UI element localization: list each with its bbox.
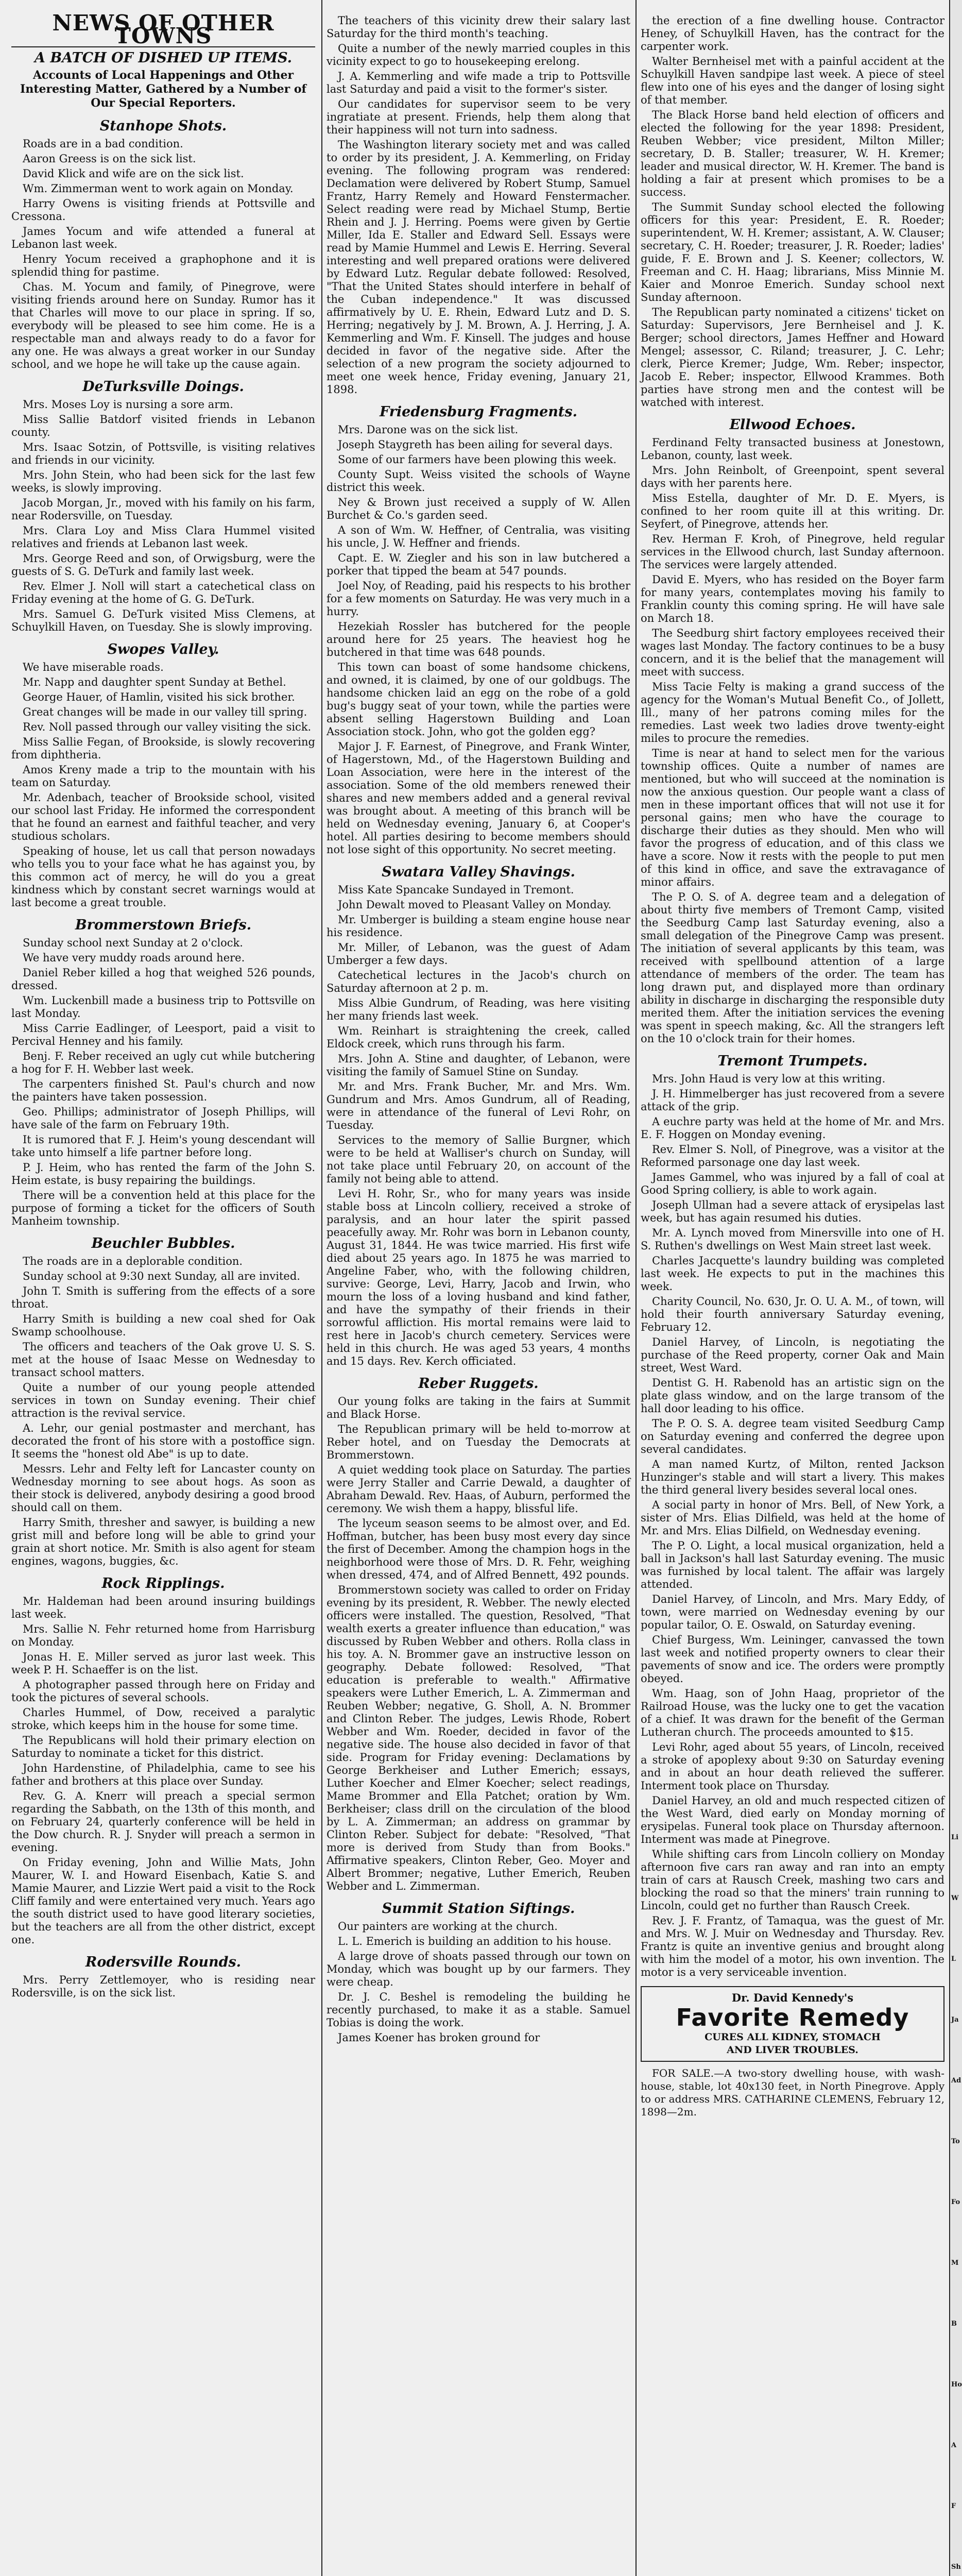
news-item: David Klick and wife are on the sick list. bbox=[23, 167, 244, 180]
news-item: Time is near at hand to select men for the various township offices. Quite a number of names are mentioned, but who will succeed at the nomination is now the anxious question. Our people want a class of men in these important offices that will not use it for personal gains; men who have the courage to discharge their duties as they should. Men who will favor the progress of education, and of this class we have a score. Now it rests with the people to put men of this kind in office, and save the extravagance of minor affairs. bbox=[641, 747, 944, 888]
ad-line: Dr. David Kennedy's bbox=[731, 1991, 854, 2004]
news-item: The Summit Sunday school elected the following officers for this year: President, E. R. Roeder; superintendent, W. H. Kremer; assistant, A. W. Clauser; secretary, C. H. Roeder; treasurer, J. R. Roeder; ladies' guide, F. E. Brown and J. S. Keener; collectors, W. Freeman and C. H. Haag; librarians, Miss Minnie M. Kaier and Monroe Emerich. Sunday school next Sunday afternoon. bbox=[641, 201, 945, 303]
news-item: Rev. Noll passed through our valley visiting the sick. bbox=[23, 721, 312, 733]
news-item: The Republican party nominated a citizens' ticket on Saturday: Supervisors, Jere Bernheisel and J. K. Berger; school directors, James Heffner and Howard Mengel; assessor, C. Riland; treasurer, J. C. Lehr; clerk, Pierce Kremer; Judge, Wm. Reber; inspector, Jacob E. Reber; inspector, Ellwood Krammes. Both parties have strong men and the contest will be watched with interest. bbox=[641, 306, 944, 409]
margin-fragment: F bbox=[951, 2502, 956, 2510]
news-item: Miss Sallie Batdorf visited friends in Lebanon county. bbox=[11, 413, 315, 438]
news-item: Harry Smith is building a new coal shed for Oak Swamp schoolhouse. bbox=[11, 1313, 315, 1338]
news-item: George Hauer, of Hamlin, visited his sick brother. bbox=[23, 691, 295, 703]
news-item: Sunday school next Sunday at 2 o'clock. bbox=[23, 937, 243, 949]
news-item: Roads are in a bad condition. bbox=[23, 138, 183, 150]
news-item: Miss Sallie Fegan, of Brookside, is slowly recovering from diphtheria. bbox=[11, 736, 315, 761]
news-item: A euchre party was held at the home of Mr. and Mrs. E. F. Hoggen on Monday evening. bbox=[641, 1115, 944, 1141]
news-item: This town can boast of some handsome chickens, and owned, it is claimed, by one of our goldbugs. The handsome chicken laid an egg on the robe of a gold bug's buggy seat of your town, while the parties were absent selling Hagerstown Building and Loan Association stock. John, who got the golden egg? bbox=[327, 661, 630, 738]
news-item: J. H. Himmelberger has just recovered from a severe attack of the grip. bbox=[641, 1088, 944, 1113]
column-2 bbox=[327, 14, 630, 2046]
news-item: Chief Burgess, Wm. Leininger, canvassed the town last week and notified property owners to clear their pavements of snow and ice. The orders were promptly obeyed. bbox=[641, 1634, 944, 1685]
news-item: The P. O. S. A. degree team visited Seedburg Camp on Saturday evening and conferred the degree upon several candidates. bbox=[641, 1417, 944, 1455]
news-item: The P. O. S. of A. degree team and a delegation of about thirty five members of Tremont Camp, visited the Seedburg Camp last Saturday evening, also a small delegation of the Pinegrove Camp was present. The initiation of several applicants by this team, was received with spellbound attention of a large attendance of members of the order. The team has long drawn put, and displayed more than ordinary ability in discharge in discharging the responsible duty merited them. After the initiation services the evening was spent in speech making, &c. All the strangers left on the 10 o'clock train for their homes. bbox=[641, 891, 944, 1045]
news-item: A social party in honor of Mrs. Bell, of New York, a sister of Mrs. Elias Dilfield, was held at the home of Mr. and Mrs. Elias Dilfield, on Wednesday evening. bbox=[641, 1499, 944, 1537]
news-item: Our young folks are taking in the fairs at Summit and Black Horse. bbox=[327, 1395, 630, 1420]
news-item: James Yocum and wife attended a funeral at Lebanon last week. bbox=[11, 225, 315, 250]
margin-fragment: Ja bbox=[951, 2016, 959, 2024]
margin-fragment: L bbox=[951, 1955, 956, 1963]
news-item: Mrs. John Stein, who had been sick for the last few weeks, is slowly improving. bbox=[11, 469, 315, 494]
news-item: A quiet wedding took place on Saturday. The parties were Jerry Staller and Carrie Dewald, a daughter of Abraham Dewald. Rev. Haas, of Auburn, performed the ceremony. We wish them a happy, blissful life. bbox=[327, 1464, 630, 1515]
news-item: While shifting cars from Lincoln colliery on Monday afternoon five cars ran away and ran into an empty train of cars at Rausch Creek, mashing two cars and blocking the road so that the miners' train running to Lincoln, could get no further than Rausch Creek. bbox=[641, 1848, 944, 1912]
news-item: The officers and teachers of the Oak grove U. S. S. met at the house of Isaac Messe on Wednesday to transact school matters. bbox=[11, 1341, 315, 1379]
adjacent-column-fragment bbox=[951, 0, 962, 2576]
news-item: Quite a number of our young people attended services in town on Sunday evening. Their chief attraction is the revival service. bbox=[11, 1381, 315, 1419]
ad-headline: Favorite Remedy bbox=[676, 2004, 909, 2031]
news-item: Messrs. Lehr and Felty left for Lancaster county on Wednesday morning to see about hogs. As soon as their stock is delivered, anybody desiring a good brood should call on them. bbox=[11, 1463, 315, 1514]
news-item: We have very muddy roads around here. bbox=[23, 952, 245, 964]
news-item: Rev. Elmer S. Noll, of Pinegrove, was a visitor at the Reformed parsonage one day last week. bbox=[641, 1143, 944, 1168]
news-item: Our candidates for supervisor seem to be very ingratiate at present. Friends, help them along that their happiness will not turn into sadness. bbox=[327, 98, 630, 136]
news-item: the erection of a fine dwelling house. Contractor Heney, of Schuylkill Haven, has the contract for the carpenter work. bbox=[641, 14, 944, 53]
news-item: Mr. Miller, of Lebanon, was the guest of Adam Umberger a few days. bbox=[327, 941, 630, 967]
news-item: John T. Smith is suffering from the effects of a sore throat. bbox=[11, 1285, 315, 1310]
section-heading: Tremont Trumpets. bbox=[717, 1053, 868, 1069]
news-item: Wm. Luckenbill made a business trip to Pottsville on last Monday. bbox=[11, 994, 315, 1020]
news-item: The teachers of this vicinity drew their salary last Saturday for the third month's teaching. bbox=[327, 14, 630, 40]
news-item: Catechetical lectures in the Jacob's church on Saturday afternoon at 2 p. m. bbox=[327, 969, 630, 994]
news-item: Services to the memory of Sallie Burgner, which were to be held at Walliser's church on Sunday, will not take place until February 20, on account of the family not being able to attend. bbox=[327, 1134, 630, 1185]
news-item: Ney & Brown just received a supply of W. Allen Burchet & Co.'s garden seed. bbox=[327, 496, 630, 521]
margin-fragment: W bbox=[951, 1894, 959, 1902]
margin-fragment: To bbox=[951, 2138, 960, 2145]
news-item: Mrs. Sallie N. Fehr returned home from Harrisburg on Monday. bbox=[11, 1623, 315, 1648]
news-item: Rev. Elmer J. Noll will start a catechetical class on Friday evening at the home of G. G. DeTurk. bbox=[11, 580, 315, 605]
news-item: A. Lehr, our genial postmaster and merchant, has decorated the front of his store with a postoffice sign. It seems the "honest old Abe" is up to date. bbox=[11, 1422, 315, 1460]
column-3-body bbox=[641, 14, 944, 1979]
news-item: Capt. E. W. Ziegler and his son in law butchered a porker that tipped the beam at 547 pounds. bbox=[327, 552, 630, 577]
ad-line: CURES ALL KIDNEY, STOMACH bbox=[705, 2031, 881, 2043]
news-item: Miss Estella, daughter of Mr. D. E. Myers, is confined to her room quite ill at this writing. Dr. Seyfert, of Pinegrove, attends her. bbox=[641, 492, 944, 530]
news-item: There will be a convention held at this place for the purpose of forming a ticket for the officers of South Manheim township. bbox=[11, 1189, 315, 1227]
section-heading: Rock Ripplings. bbox=[101, 1575, 225, 1591]
news-item: A large drove of shoats passed through our town on Monday, which was bought up by our farmers. They were cheap. bbox=[327, 1950, 630, 1988]
news-item: Major J. F. Earnest, of Pinegrove, and Frank Winter, of Hagerstown, Md., of the Hagerstown Building and Loan Association, were here in the interest of the association. Some of the old members renewed their shares and new members added and a general revival was brought about. A meeting of this branch will be held on Wednesday evening, January 6, at Cooper's hotel. All parties desiring to become members should not lose sight of this opportunity. No secret meeting. bbox=[327, 740, 630, 856]
news-item: Mrs. Darone was on the sick list. bbox=[338, 423, 519, 436]
news-item: A son of Wm. W. Heffner, of Centralia, was visiting his uncle, J. W. Heffner and friends. bbox=[327, 524, 630, 549]
news-item: Jacob Morgan, Jr., moved with his family on his farm, near Rodersville, on Tuesday. bbox=[11, 497, 315, 522]
section-heading: Brommerstown Briefs. bbox=[75, 917, 252, 933]
news-item: The Washington literary society met and was called to order by its president, J. A. Kemmerling, on Friday evening. The following program was rendered: Declamation were delivered by Robert Stump, Samuel Frantz, Harry Remely and Howard Fenstermacher. Select reading were read by Michael Stump, Bertie Rhein and J. J. Herring. Poems were given by Gertie Miller, Ida E. Staller and Edward Sell. Essays were read by Mamie Hummel and Lewis E. Herring. Several interesting and well prepared orations were delivered by Edward Lutz. Regular debate followed: Resolved, "That the United States should interfere in behalf of the Cuban independence." It was discussed affirmatively by U. E. Rhein, Edward Lutz and D. S. Herring; negatively by J. M. Brown, A. J. Herring, J. A. Kemmerling and Wm. F. Kinsell. The judges and house decided in favor of the negative side. After the selection of a new program the society adjourned to meet one week hence, Friday evening, January 21, 1898. bbox=[327, 139, 630, 396]
news-item: Chas. M. Yocum and family, of Pinegrove, were visiting friends around here on Sunday. Rumor has it that Charles will move to our place in spring. If so, everybody will be pleased to see him come. He is a respectable man and always ready to do a favor for any one. He was always a great worker in our Sunday school, and we hope he will take up the cause again. bbox=[11, 281, 315, 370]
classified-notice: FOR SALE.—A two-story dwelling house, with wash-house, stable, lot 40x130 feet, in North Pinegrove. Apply to or address MRS. CATHARINE CLEMENS, February 12, 1898—2m. bbox=[641, 2067, 944, 2118]
news-item: Rev. G. A. Knerr will preach a special sermon regarding the Sabbath, on the 13th of this month, and on February 24, quarterly conference will be held in the Dow church. R. J. Snyder will preach a sermon in evening. bbox=[11, 1790, 315, 1854]
news-item: Great changes will be made in our valley till spring. bbox=[23, 706, 307, 718]
news-item: It is rumored that F. J. Heim's young descendant will take unto himself a life partner before long. bbox=[11, 1133, 315, 1159]
news-item: John Hardenstine, of Philadelphia, came to see his father and brothers at this place over Sunday. bbox=[11, 1762, 315, 1787]
news-item: Miss Carrie Eadlinger, of Leesport, paid a visit to Percival Henney and his family. bbox=[11, 1022, 315, 1047]
news-item: Henry Yocum received a graphophone and it is splendid thing for pastime. bbox=[11, 253, 315, 278]
news-item: Walter Bernheisel met with a painful accident at the Schuylkill Haven sandpipe last week. A piece of steel flew into one of his eyes and the danger of losing sight of that member. bbox=[641, 55, 944, 106]
news-item: Mrs. Moses Loy is nursing a sore arm. bbox=[23, 398, 233, 411]
column-rule bbox=[321, 0, 322, 2576]
headline-deck: A BATCH OF DISHED UP ITEMS. bbox=[34, 50, 293, 66]
news-item: J. A. Kemmerling and wife made a trip to Pottsville last Saturday and paid a visit to the former's sister. bbox=[327, 70, 630, 95]
news-item: On Friday evening, John and Willie Mats, John Maurer, W. I. and Howard Eisenbach, Katie S. and Mamie Maurer, and Lizzie Wert paid a visit to the Rock Cliff family and were entertained very much. Years ago the south district used to have good literary societies, but the teachers are all from the other district, except one. bbox=[11, 1856, 315, 1946]
news-item: Mr. Napp and daughter spent Sunday at Bethel. bbox=[23, 676, 286, 688]
news-item: Mrs. Samuel G. DeTurk visited Miss Clemens, at Schuylkill Haven, on Tuesday. She is slowly improving. bbox=[11, 608, 315, 633]
news-item: Ferdinand Felty transacted business at Jonestown, Lebanon, county, last week. bbox=[641, 436, 944, 462]
news-item: Charles Jacquette's laundry building was completed last week. He expects to put in the machines this week. bbox=[641, 1255, 944, 1293]
news-item: Dentist G. H. Rabenold has an artistic sign on the plate glass window, and on the large transom of the hall door leading to his office. bbox=[641, 1377, 944, 1415]
news-item: Joseph Staygreth has been ailing for several days. bbox=[338, 438, 613, 451]
news-item: Joseph Ullman had a severe attack of erysipelas last week, but has again resumed his duties. bbox=[641, 1199, 944, 1224]
news-item: Mrs. Clara Loy and Miss Clara Hummel visited relatives and friends at Lebanon last week. bbox=[11, 524, 315, 550]
news-item: A photographer passed through here on Friday and took the pictures of several schools. bbox=[11, 1679, 315, 1704]
news-item: The P. O. Light, a local musical organization, held a ball in Jackson's hall last Saturday evening. The music was furnished by local talent. The affair was largely attended. bbox=[641, 1539, 944, 1590]
column-2-body bbox=[327, 14, 630, 2044]
news-item: Brommerstown society was called to order on Friday evening by its president, R. Webber. The newly elected officers were installed. The question, Resolved, "That wealth exerts a greater influence than education," was discussed by Ruben Webber and others. Rolla class in his toy. A. N. Brommer gave an instructive lesson on geography. Debate followed: Resolved, "That education is preferable to wealth." Affirmative speakers were Luther Emerich, L. A. Zimmerman and Reuben Webber; negative, G. Sholl, A. N. Brommer and Clinton Reber. The judges, Lewis Rhode, Robert Webber and Wm. Roeder, decided in favor of the negative side. The house also decided in favor of that side. Program for Friday evening: Declamations by George Berkheiser and Luther Emerich; essays, Luther Koecher and Elmer Koecher; select readings, Mame Brommer and Ella Patchet; oration by Wm. Berkheiser; class drill on the circulation of the blood by L. A. Zimmerman; an address on grammar by Clinton Reber. Subject for debate: "Resolved, "That more is derived from Study than from Books." Affirmative speakers, Clinton Reber, Geo. Moyer and Albert Brommer; negative, Luther Emerich, Reuben Webber and L. Zimmerman. bbox=[327, 1584, 630, 1892]
margin-fragment: Sh bbox=[951, 2563, 961, 2571]
margin-fragment: Li bbox=[951, 1834, 959, 1841]
section-heading: Stanhope Shots. bbox=[99, 118, 227, 134]
column-rule bbox=[635, 0, 637, 2576]
news-item: The Black Horse band held election of officers and elected the following for the year 1898: President, Reuben Webber; vice president, Milton Miller; secretary, D. B. Staller; treasurer, W. H. Kremer; leader and musical director, W. H. Kremer. The band is holding a fair at present which promises to be a success. bbox=[641, 109, 944, 198]
kennedy-advertisement bbox=[641, 1986, 944, 2062]
news-item: Benj. F. Reber received an ugly cut while butchering a hog for F. H. Webber last week. bbox=[11, 1050, 315, 1075]
column-1 bbox=[11, 10, 315, 2002]
news-item: Mrs. George Reed and son, of Orwigsburg, were the guests of S. G. DeTurk and family last week. bbox=[11, 552, 315, 578]
news-item: Some of our farmers have been plowing this week. bbox=[338, 453, 617, 466]
news-item: Rev. J. F. Frantz, of Tamaqua, was the guest of Mr. and Mrs. W. J. Muir on Wednesday and Thursday. Rev. Frantz is quite an inventive genius and brought along with him the model of a motor, his own invention. The motor is a very serviceable invention. bbox=[641, 1914, 944, 1978]
news-item: Wm. Haag, son of John Haag, proprietor of the Railroad House, was the lucky one to get the vacation of a chief. It was drawn for the benefit of the German Lutheran church. The proceeds amounted to $15. bbox=[641, 1687, 944, 1738]
news-item: Levi Rohr, aged about 55 years, of Lincoln, received a stroke of apoplexy about 9:30 on Saturday evening and in about an hour death relieved the sufferer. Interment took place on Thursday. bbox=[641, 1741, 944, 1792]
news-item: Jonas H. E. Miller served as juror last week. This week P. H. Schaeffer is on the list. bbox=[11, 1651, 315, 1676]
news-item: Daniel Reber killed a hog that weighed 526 pounds, dressed. bbox=[11, 967, 315, 992]
news-item: The Republican primary will be held to-morrow at Reber hotel, and on Tuesday the Democrats at Brommerstown. bbox=[327, 1423, 630, 1461]
news-item: A man named Kurtz, of Milton, rented Jackson Hunzinger's stable and will start a livery. This makes the third general livery besides several local ones. bbox=[641, 1458, 944, 1496]
news-item: Mrs. Isaac Sotzin, of Pottsville, is visiting relatives and friends in our vicinity. bbox=[11, 441, 315, 466]
section-heading: Swatara Valley Shavings. bbox=[382, 864, 575, 880]
margin-fragment: A bbox=[951, 2442, 957, 2449]
news-item: Charity Council, No. 630, Jr. O. U. A. M., of town, will hold their fourth anniversary Saturday evening, February 12. bbox=[641, 1295, 944, 1333]
news-item: Quite a number of the newly married couples in this vicinity expect to go to housekeeping erelong. bbox=[327, 42, 630, 67]
masthead: NEWS OF OTHER TOWNS bbox=[11, 14, 315, 47]
news-item: Miss Tacie Felty is making a grand success of the agency for the Woman's Mutual Benefit Co., of Jollett, Ill., many of her patrons coming miles for the remedies. Last week two ladies drove twenty-eight miles to procure the remedies. bbox=[641, 681, 944, 744]
news-item: James Gammel, who was injured by a fall of coal at Good Spring colliery, is able to work again. bbox=[641, 1171, 944, 1196]
news-item: Mrs. John A. Stine and daughter, of Lebanon, were visiting the family of Samuel Stine on Sunday. bbox=[327, 1053, 630, 1078]
section-heading: Rodersville Rounds. bbox=[85, 1954, 242, 1970]
news-item: The roads are in a deplorable condition. bbox=[23, 1255, 243, 1267]
news-item: Miss Kate Spancake Sundayed in Tremont. bbox=[338, 884, 574, 896]
section-heading: Beuchler Bubbles. bbox=[91, 1235, 235, 1251]
news-item: Mr. Umberger is building a steam engine house near his residence. bbox=[327, 913, 630, 939]
news-item: Daniel Harvey, an old and much respected citizen of the West Ward, died early on Monday morning of erysipelas. Funeral took place on Thursday afternoon. Interment was made at Pinegrove. bbox=[641, 1794, 944, 1845]
news-item: The Seedburg shirt factory employees received their wages last Monday. The factory continues to be a busy concern, and it is the belief that the management will meet with success. bbox=[641, 627, 944, 678]
news-item: Charles Hummel, of Dow, received a paralytic stroke, which keeps him in the house for some time. bbox=[11, 1706, 315, 1732]
news-item: Wm. Reinhart is straightening the creek, called Eldock creek, which runs through his farm. bbox=[327, 1025, 630, 1050]
news-item: Joel Noy, of Reading, paid his respects to his brother for a few moments on Saturday. He was very much in a hurry. bbox=[327, 580, 630, 618]
margin-fragment: M bbox=[951, 2259, 959, 2267]
news-item: Aaron Greess is on the sick list. bbox=[23, 152, 196, 165]
news-item: Sunday school at 9:30 next Sunday, all are invited. bbox=[23, 1270, 300, 1282]
news-item: Mrs. John Haud is very low at this writing. bbox=[652, 1073, 886, 1085]
ad-line: AND LIVER TROUBLES. bbox=[727, 2044, 858, 2056]
headline-subdeck: Accounts of Local Happenings and Other Interesting Matter, Gathered by a Number of Our Special Reporters. bbox=[20, 69, 306, 110]
news-item: Harry Smith, thresher and sawyer, is building a new grist mill and before long will be able to grind your grain at short notice. Mr. Smith is also agent for steam engines, wagons, buggies, &c. bbox=[11, 1516, 315, 1567]
column-1-body bbox=[11, 120, 315, 1999]
news-item: Hezekiah Rossler has butchered for the people around here for 25 years. The heaviest hog he butchered in that time was 648 pounds. bbox=[327, 620, 630, 658]
news-item: We have miserable roads. bbox=[23, 661, 164, 673]
news-item: The lyceum season seems to be almost over, and Ed. Hoffman, butcher, has been busy most every day since the first of December. Among the champion hogs in the neighborhood were those of Mrs. D. R. Fehr, weighing when dressed, 474, and of Alfred Bennett, 492 pounds. bbox=[327, 1517, 630, 1581]
news-item: The carpenters finished St. Paul's church and now the painters have taken possession. bbox=[11, 1078, 315, 1103]
margin-fragment: Ad bbox=[951, 2077, 961, 2084]
news-item: County Supt. Weiss visited the schools of Wayne district this week. bbox=[327, 468, 630, 494]
news-item: Harry Owens is visiting friends at Pottsville and Cressona. bbox=[11, 197, 315, 223]
column-rule bbox=[949, 0, 950, 2576]
column-3 bbox=[641, 14, 944, 2119]
news-item: Geo. Phillips; administrator of Joseph Phillips, will have sale of the farm on February 19th. bbox=[11, 1106, 315, 1131]
news-item: Our painters are working at the church. bbox=[338, 1920, 558, 1933]
news-item: John Dewalt moved to Pleasant Valley on Monday. bbox=[338, 899, 612, 911]
news-item: Wm. Zimmerman went to work again on Monday. bbox=[23, 182, 294, 195]
section-heading: Friedensburg Fragments. bbox=[380, 404, 577, 420]
news-item: Mrs. Perry Zettlemoyer, who is residing near Rodersville, is on the sick list. bbox=[11, 1974, 315, 1999]
news-item: Miss Albie Gundrum, of Reading, was here visiting her many friends last week. bbox=[327, 997, 630, 1022]
news-item: Mr. A. Lynch moved from Minersville into one of H. S. Ruthen's dwellings on West Main street last week. bbox=[641, 1227, 944, 1252]
news-item: Daniel Harvey, of Lincoln, and Mrs. Mary Eddy, of town, were married on Wednesday evening by our popular tailor, O. E. Oswald, on Saturday evening. bbox=[641, 1593, 944, 1631]
section-heading: DeTurksville Doings. bbox=[82, 379, 244, 395]
news-item: Mr. and Mrs. Frank Bucher, Mr. and Mrs. Wm. Gundrum and Mrs. Amos Gundrum, all of Reading, were in attendance of the funeral of Levi Rohr, on Tuesday. bbox=[327, 1080, 630, 1131]
news-item: L. L. Emerich is building an addition to his house. bbox=[338, 1935, 612, 1947]
margin-fragment: B bbox=[951, 2320, 957, 2328]
news-item: Daniel Harvey, of Lincoln, is negotiating the purchase of the Reed property, corner Oak and Main street, West Ward. bbox=[641, 1336, 944, 1374]
news-item: Levi H. Rohr, Sr., who for many years was inside stable boss at Lincoln colliery, received a stroke of paralysis, and an hour later the spirit passed peacefully away. Mr. Rohr was born in Lebanon county, August 31, 1844. He was twice married. His first wife died about 25 years ago. In 1875 he was married to Angeline Faber, who, with the following children, survive: George, Levi, Harry, Jacob and Irwin, who mourn the loss of a loving husband and kind father, and have the sympathy of their friends in their sorrowful affliction. His mortal remains were laid to rest here in Jacob's church cemetery. Services were held in this church. He was aged 53 years, 4 months and 15 days. Rev. Kerch officiated. bbox=[327, 1188, 630, 1367]
news-item: Rev. Herman F. Kroh, of Pinegrove, held regular services in the Ellwood church, last Sunday afternoon. The services were largely attended. bbox=[641, 533, 944, 571]
news-item: Mrs. John Reinbolt, of Greenpoint, spent several days with her parents here. bbox=[641, 464, 944, 489]
section-heading: Summit Station Siftings. bbox=[382, 1901, 575, 1917]
news-item: Amos Kreny made a trip to the mountain with his team on Saturday. bbox=[11, 764, 315, 789]
news-item: Mr. Haldeman had been around insuring buildings last week. bbox=[11, 1595, 315, 1620]
news-item: David E. Myers, who has resided on the Boyer farm for many years, contemplates moving his family to Franklin county this coming spring. He will have sale on March 18. bbox=[641, 573, 944, 624]
section-heading: Ellwood Echoes. bbox=[729, 417, 856, 433]
news-item: James Koener has broken ground for bbox=[338, 2031, 540, 2044]
news-item: The Republicans will hold their primary election on Saturday to nominate a ticket for this district. bbox=[11, 1734, 315, 1759]
section-heading: Swopes Valley. bbox=[107, 641, 219, 657]
news-item: Speaking of house, let us call that person nowadays who tells you to your face what he has against you, by this common act of mercy, he will do you a great kindness which by constant secret warnings would at last become a great trouble. bbox=[11, 845, 315, 909]
margin-fragment: Ho bbox=[951, 2381, 962, 2388]
section-heading: Reber Ruggets. bbox=[418, 1376, 539, 1392]
margin-fragment: Fo bbox=[951, 2198, 960, 2206]
news-item: Dr. J. C. Beshel is remodeling the building he recently purchased, to make it as a stable. Samuel Tobias is doing the work. bbox=[327, 1991, 630, 2029]
news-item: Mr. Adenbach, teacher of Brookside school, visited our school last Friday. He informed the correspondent that he found an earnest and faithful teacher, and very studious scholars. bbox=[11, 791, 315, 842]
news-item: P. J. Heim, who has rented the farm of the John S. Heim estate, is busy repairing the buildings. bbox=[11, 1161, 315, 1187]
